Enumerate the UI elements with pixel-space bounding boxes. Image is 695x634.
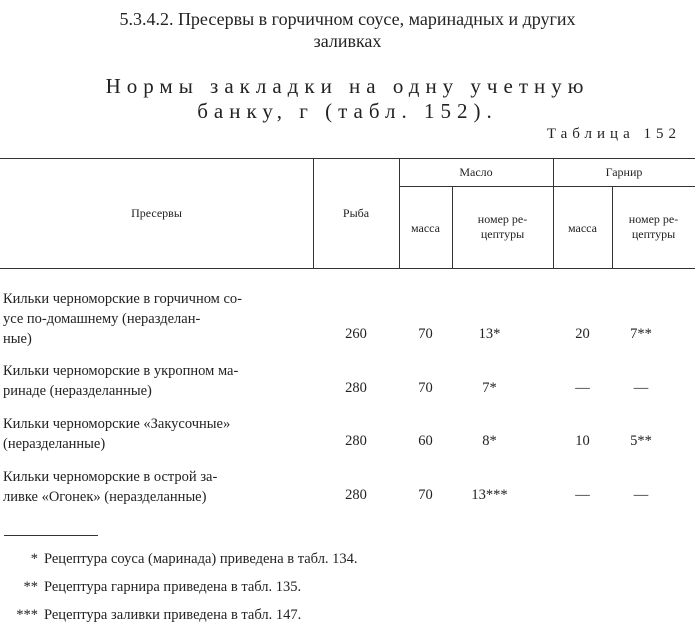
table-row-name [3, 414, 323, 454]
footnote-mark: ** [23, 579, 38, 595]
footnote [0, 549, 358, 569]
header-recipe-line-1: номер ре- [477, 212, 528, 226]
cell-oil-recipe: 13*** [471, 487, 508, 503]
row-name-line: Кильки черноморские в горчичном со- [3, 291, 242, 307]
cell-oil-mass: 70 [418, 326, 433, 342]
cell-garnish-mass: 10 [575, 433, 590, 449]
row-name-line: ные) [3, 331, 32, 347]
footnote-mark: *** [16, 607, 38, 623]
row-name-line: Кильки черноморские «Закусочные» [3, 416, 231, 432]
subheading-line-2: банку, г (табл. 152). [197, 99, 498, 123]
cell-fish: 260 [345, 326, 367, 342]
row-name-line: (неразделанные) [3, 436, 106, 452]
header-bottom-rule [0, 268, 695, 269]
group-header-rule [399, 186, 695, 187]
cell-garnish-recipe: 7** [630, 326, 652, 342]
row-name-line: Кильки черноморские в острой за- [3, 469, 218, 485]
header-garnish-mass: масса [568, 221, 597, 235]
cell-oil-recipe: 7* [482, 380, 497, 396]
cell-oil-mass: 70 [418, 380, 433, 396]
row-name-line: Кильки черноморские в укропном ма- [3, 363, 239, 379]
subheading-line-1: Нормы закладки на одну учетную [105, 74, 590, 98]
footnote [0, 605, 301, 625]
header-fish: Рыба [342, 206, 370, 220]
header-garnish-recipe [612, 212, 695, 242]
row-name-line: усе по-домашнему (неразделан- [3, 311, 201, 327]
header-oil: Масло [459, 165, 493, 179]
section-heading-line-2: заливках [313, 31, 382, 51]
header-garnish: Гарнир [605, 165, 643, 179]
row-name-line: ливке «Огонек» (неразделанные) [3, 489, 207, 505]
header-recipe-line-2: цептуры [631, 227, 676, 241]
cell-garnish-recipe: 5** [630, 433, 652, 449]
table-row-name [3, 467, 323, 507]
section-heading-line-1: 5.3.4.2. Пресервы в горчичном соусе, маринадных и других [119, 9, 576, 29]
footnote-mark: * [30, 551, 38, 567]
footnote-rule [4, 535, 98, 536]
footnote-text: Рецептура заливки приведена в табл. 147. [44, 607, 302, 623]
cell-garnish-mass: — [575, 380, 590, 396]
header-recipe-line-1: номер ре- [628, 212, 679, 226]
table-top-rule [0, 158, 695, 159]
cell-fish: 280 [345, 487, 367, 503]
table-label: Таблица 152 [546, 126, 681, 142]
cell-garnish-mass: 20 [575, 326, 590, 342]
footnote-text: Рецептура соуса (маринада) приведена в табл. 134. [44, 551, 358, 567]
cell-fish: 280 [345, 380, 367, 396]
row-name-line: ринаде (неразделанные) [3, 383, 152, 399]
footnote [0, 577, 301, 597]
header-oil-mass: масса [411, 221, 440, 235]
cell-garnish-mass: — [575, 487, 590, 503]
cell-oil-recipe: 13* [478, 326, 501, 342]
footnote-text: Рецептура гарнира приведена в табл. 135. [44, 579, 302, 595]
cell-fish: 280 [345, 433, 367, 449]
header-recipe-line-2: цептуры [480, 227, 525, 241]
cell-oil-mass: 70 [418, 487, 433, 503]
cell-oil-mass: 60 [418, 433, 433, 449]
table-row-name [3, 361, 323, 401]
header-oil-recipe [452, 212, 553, 242]
cell-garnish-recipe: — [633, 380, 649, 396]
table-row-name [3, 289, 323, 349]
header-preserves: Пресервы [131, 206, 182, 220]
cell-oil-recipe: 8* [482, 433, 497, 449]
cell-garnish-recipe: — [633, 487, 649, 503]
